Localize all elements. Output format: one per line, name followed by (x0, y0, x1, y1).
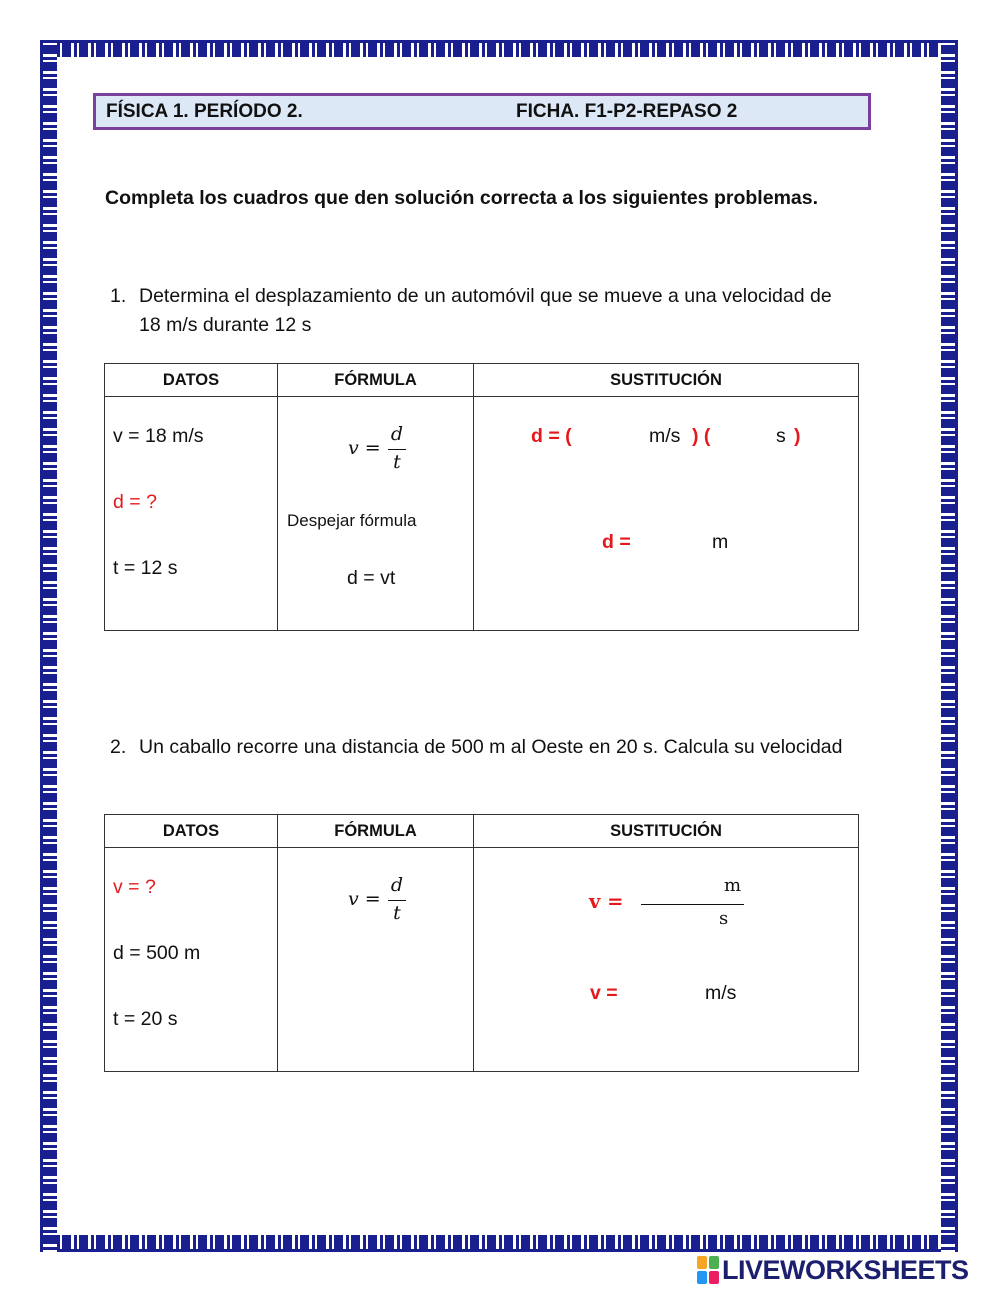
result-unit: m (712, 531, 729, 553)
datum-d: d = ? (113, 491, 157, 513)
problem-1-table (104, 363, 859, 631)
col-datos: DATOS (105, 815, 278, 848)
formula-numerator: d (390, 423, 404, 445)
problem-2-number: 2. (110, 736, 127, 758)
result-unit: m/s (705, 982, 737, 1004)
datum-t: t = 12 s (113, 557, 178, 579)
problem-2-datos-cell (105, 848, 278, 1072)
formula-numerator: d (390, 874, 404, 896)
sub-unit-ms: m/s (649, 425, 681, 447)
datum-v: v = ? (113, 876, 156, 898)
formula-denominator: t (393, 902, 401, 924)
logo-square-1 (697, 1256, 707, 1269)
logo-square-2 (709, 1256, 719, 1269)
logo-square-3 (697, 1271, 707, 1284)
sub-unit-s: s (776, 425, 786, 447)
datum-d: d = 500 m (113, 942, 201, 964)
logo-icon (697, 1256, 719, 1284)
despejar-label: Despejar fórmula (287, 511, 417, 530)
formula-denominator: t (393, 451, 401, 473)
problem-1-formula-cell (278, 397, 474, 631)
problem-2-sustitucion-cell (474, 848, 859, 1072)
header-sheet-code: FICHA. F1-P2-REPASO 2 (516, 101, 738, 122)
result-label: d = (602, 531, 631, 553)
col-sustitucion: SUSTITUCIÓN (474, 815, 859, 848)
fraction-bar (641, 904, 744, 905)
fraction-label: v = (589, 890, 624, 913)
instructions: Completa los cuadros que den solución correcta a los siguientes problemas. (105, 187, 819, 209)
col-formula: FÓRMULA (278, 815, 474, 848)
logo-square-4 (709, 1271, 719, 1284)
problem-1-datos-cell (105, 397, 278, 631)
formula-lhs: v = (348, 437, 381, 459)
worksheet-header (93, 93, 871, 130)
velocity-formula (348, 874, 408, 930)
fraction-unit-den: s (719, 908, 729, 929)
problem-1-text: Determina el desplazamiento de un automóvil que se mueve a una velocidad de 18 m/s durante 12 s (139, 285, 832, 336)
formula-result: d = vt (347, 567, 396, 589)
problem-2-text: Un caballo recorre una distancia de 500 m al Oeste en 20 s. Calcula su velocidad (139, 736, 843, 758)
problem-2-table (104, 814, 859, 1072)
sub-open: d = ( (531, 425, 572, 447)
sub-close: ) (794, 425, 801, 447)
problem-2-formula-cell (278, 848, 474, 1072)
liveworksheets-logo (697, 1254, 969, 1286)
problem-1-number: 1. (110, 285, 127, 307)
velocity-formula (348, 423, 408, 479)
logo-text: LIVEWORKSHEETS (722, 1254, 969, 1285)
sub-mid: ) ( (692, 425, 711, 447)
col-formula: FÓRMULA (278, 364, 474, 397)
problem-1-sustitucion-cell (474, 397, 859, 631)
datum-v: v = 18 m/s (113, 425, 204, 447)
header-subject: FÍSICA 1. PERÍODO 2. (106, 101, 303, 122)
fraction-unit-num: m (724, 875, 742, 896)
datum-t: t = 20 s (113, 1008, 178, 1030)
result-label: v = (590, 982, 618, 1004)
col-datos: DATOS (105, 364, 278, 397)
col-sustitucion: SUSTITUCIÓN (474, 364, 859, 397)
formula-lhs: v = (348, 888, 381, 910)
